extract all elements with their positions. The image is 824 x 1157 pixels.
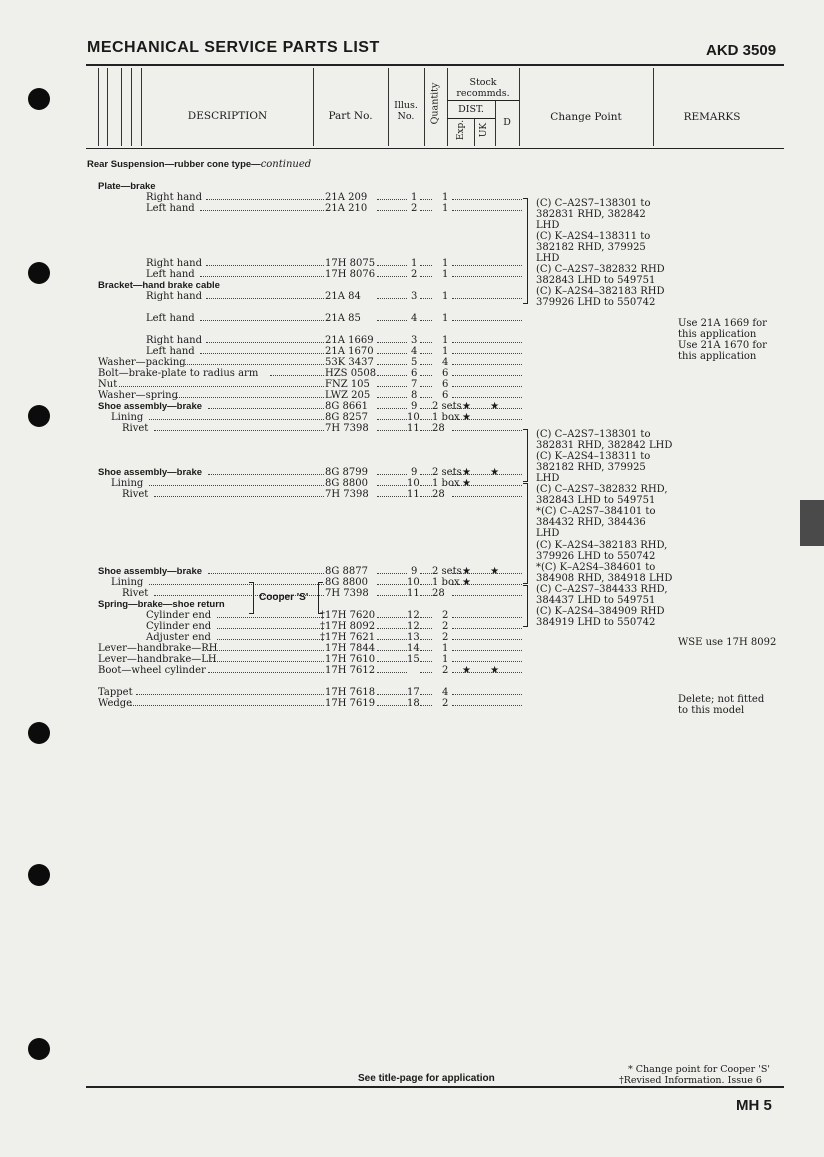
stock-stars: ★ ★ (462, 566, 508, 577)
part-number: †17H 7621 (320, 632, 376, 643)
footer-rule (86, 1086, 784, 1088)
table-row (0, 599, 784, 610)
illus-number: 12 (407, 610, 420, 621)
part-number: 7H 7398 (325, 423, 369, 434)
part-number: 8G 8799 (325, 467, 368, 478)
stock-stars: ★ ★ (462, 401, 508, 412)
quantity: 1 (442, 335, 449, 346)
footer-note-revised: †Revised Information. Issue 6 (619, 1075, 762, 1086)
table-row (0, 401, 784, 412)
change-point-bracket (523, 429, 528, 482)
quantity: 6 (442, 390, 449, 401)
change-point-text: 379926 LHD to 550742 (536, 297, 656, 308)
part-number: FNZ 105 (325, 379, 370, 390)
quantity: 1 box (432, 412, 460, 423)
change-point-text: (C) C–A2S7–382832 RHD (536, 264, 665, 275)
col-d: D (503, 117, 511, 128)
part-description: Right hand (146, 192, 203, 203)
part-description: Right hand (146, 291, 203, 302)
table-row (0, 687, 784, 698)
stock-stars: ★ (462, 412, 479, 423)
col-change-point: Change Point (550, 111, 622, 123)
change-point-text: (C) K–A2S4–382183 RHD (536, 286, 665, 297)
part-description: Lining (111, 577, 144, 588)
quantity: 1 (442, 313, 449, 324)
illus-number: 2 (411, 203, 418, 214)
punch-hole (28, 722, 50, 744)
table-row (0, 643, 784, 654)
col-part-no: Part No. (328, 110, 373, 122)
part-number: 21A 1669 (325, 335, 374, 346)
quantity: 2 (442, 632, 449, 643)
part-description: Shoe assembly—brake (98, 566, 203, 577)
part-description: Right hand (146, 335, 203, 346)
table-row (0, 269, 784, 280)
illus-number: 15 (407, 654, 420, 665)
part-number: LWZ 205 (325, 390, 371, 401)
quantity: 28 (432, 423, 445, 434)
part-number: 17H 8076 (325, 269, 376, 280)
quantity: 1 (442, 291, 449, 302)
quantity: 6 (442, 379, 449, 390)
illus-number: 1 (411, 258, 418, 269)
quantity: 2 sets (432, 401, 462, 412)
quantity: 2 (442, 698, 449, 709)
table-row (0, 412, 784, 423)
part-number: †17H 7620 (320, 610, 376, 621)
change-point-bracket (523, 483, 528, 584)
change-point-text: 384432 RHD, 384436 (536, 517, 646, 529)
quantity: 4 (442, 357, 449, 368)
illus-number: 13 (407, 632, 420, 643)
quantity: 28 (432, 489, 445, 500)
part-description: Cylinder end (146, 621, 212, 632)
table-row (0, 335, 784, 346)
quantity: 2 sets (432, 467, 462, 478)
illus-number: 1 (411, 192, 418, 203)
table-row (0, 423, 784, 434)
quantity: 1 box (432, 478, 460, 489)
part-number: HZS 0508 (325, 368, 377, 379)
cooper-label: Cooper 'S' (259, 592, 309, 603)
illus-number: 18 (407, 698, 420, 709)
illus-number: 4 (411, 313, 418, 324)
part-number: 7H 7398 (325, 489, 369, 500)
quantity: 1 (442, 654, 449, 665)
part-number: 17H 7612 (325, 665, 376, 676)
part-number: 21A 85 (325, 313, 361, 324)
table-row (0, 368, 784, 379)
part-description: Washer—spring (98, 390, 178, 401)
change-point-text: 382831 RHD, 382842 LHD (536, 440, 673, 452)
part-description: Adjuster end (146, 632, 211, 643)
change-point-text: (C) C–A2S7–382832 RHD, (536, 484, 668, 496)
illus-number: 11 (407, 588, 420, 599)
part-description: Shoe assembly—brake (98, 401, 203, 412)
illus-number: 2 (411, 269, 418, 280)
part-number: 8G 8877 (325, 566, 368, 577)
part-number: 17H 8075 (325, 258, 376, 269)
part-description: Wedge (98, 698, 133, 709)
change-point-text: LHD (536, 473, 560, 485)
table-row (0, 698, 784, 709)
part-description: Rivet (122, 423, 149, 434)
illus-number: 4 (411, 346, 418, 357)
remark-text: Delete; not fitted (678, 694, 765, 705)
part-number: 17H 7618 (325, 687, 376, 698)
part-number: 21A 1670 (325, 346, 374, 357)
part-number: 21A 209 (325, 192, 368, 203)
part-number: †17H 8092 (320, 621, 376, 632)
cooper-bracket (318, 582, 323, 614)
part-description: Boot—wheel cylinder (98, 665, 206, 676)
illus-number: 12 (407, 621, 420, 632)
page-title: MECHANICAL SERVICE PARTS LIST (87, 39, 380, 56)
footer-application-note: See title-page for application (358, 1073, 495, 1084)
header-rule (86, 64, 784, 66)
illus-number: 9 (411, 566, 418, 577)
quantity: 2 (442, 621, 449, 632)
part-number: 17H 7610 (325, 654, 376, 665)
change-point-text: LHD (536, 253, 560, 264)
part-number: 8G 8800 (325, 577, 368, 588)
stock-stars: ★ ★ (462, 467, 508, 478)
illus-number: 11 (407, 423, 420, 434)
change-point-text: 382182 RHD, 379925 (536, 242, 646, 253)
table-row (0, 181, 784, 192)
quantity: 1 (442, 192, 449, 203)
illus-number: 9 (411, 401, 418, 412)
illus-number: 17 (407, 687, 420, 698)
part-description: Bracket—hand brake cable (98, 280, 220, 291)
remark-text: Use 21A 1669 for (678, 318, 767, 329)
col-dist: DIST. (458, 104, 484, 115)
table-row (0, 313, 784, 324)
remark-text: WSE use 17H 8092 (678, 637, 777, 648)
punch-hole (28, 864, 50, 886)
part-number: 53K 3437 (325, 357, 374, 368)
illus-number: 11 (407, 489, 420, 500)
part-description: Plate—brake (98, 181, 156, 192)
change-point-text: (C) C–A2S7–138301 to (536, 198, 651, 209)
quantity: 1 box (432, 577, 460, 588)
table-row (0, 610, 784, 621)
part-description: Nut (98, 379, 118, 390)
change-point-text: *(C) C–A2S7–384101 to (536, 506, 656, 518)
part-description: Lining (111, 412, 144, 423)
part-number: 21A 210 (325, 203, 368, 214)
change-point-bracket (523, 198, 528, 304)
quantity: 1 (442, 346, 449, 357)
table-row (0, 632, 784, 643)
stock-stars: ★ (462, 478, 479, 489)
illus-number: 3 (411, 291, 418, 302)
table-row (0, 192, 784, 203)
change-point-text: 384908 RHD, 384918 LHD (536, 572, 673, 584)
part-number: 8G 8661 (325, 401, 368, 412)
part-number: 8G 8800 (325, 478, 368, 489)
remark-text: this application (678, 329, 757, 340)
quantity: 2 sets (432, 566, 462, 577)
quantity: 2 (442, 665, 449, 676)
stock-stars: ★ ★ (462, 665, 508, 676)
part-number: 17H 7619 (325, 698, 376, 709)
illus-number: 3 (411, 335, 418, 346)
stock-stars: ★ (462, 577, 479, 588)
table-row (0, 258, 784, 269)
change-point-text: 382843 LHD to 549751 (536, 275, 656, 286)
change-point-text: 382182 RHD, 379925 (536, 462, 646, 474)
illus-number: 10 (407, 478, 420, 489)
table-row (0, 203, 784, 214)
change-point-text: (C) K–A2S4–384909 RHD (536, 605, 665, 617)
part-description: Spring—brake—shoe return (98, 599, 225, 610)
part-description: Rivet (122, 588, 149, 599)
remark-text: this application (678, 351, 757, 362)
remark-text: to this model (678, 705, 745, 716)
part-description: Shoe assembly—brake (98, 467, 203, 478)
col-recommds: recommds. (456, 88, 510, 99)
part-description: Left hand (146, 203, 195, 214)
change-point-text: (C) K–A2S4–138311 to (536, 451, 651, 463)
quantity: 4 (442, 687, 449, 698)
part-number: 7H 7398 (325, 588, 369, 599)
quantity: 6 (442, 368, 449, 379)
table-row (0, 390, 784, 401)
table-row (0, 280, 784, 291)
change-point-text: (C) C–A2S7–384433 RHD, (536, 583, 668, 595)
part-description: Left hand (146, 313, 195, 324)
page-number: MH 5 (736, 1097, 772, 1114)
illus-number: 8 (411, 390, 418, 401)
change-point-bracket (523, 585, 528, 627)
change-point-text: LHD (536, 220, 560, 231)
change-point-text: 382831 RHD, 382842 (536, 209, 646, 220)
col-remarks: REMARKS (683, 111, 741, 123)
cooper-bracket (249, 582, 254, 614)
table-row (0, 467, 784, 478)
document-code: AKD 3509 (706, 42, 777, 59)
quantity: 1 (442, 643, 449, 654)
table-row (0, 346, 784, 357)
change-point-text: *(C) K–A2S4–384601 to (536, 561, 656, 573)
illus-number: 7 (411, 379, 418, 390)
remark-text: Use 21A 1670 for (678, 340, 767, 351)
part-number: 17H 7844 (325, 643, 376, 654)
section-continued: continued (260, 159, 312, 170)
part-number: 21A 84 (325, 291, 361, 302)
part-description: Lining (111, 478, 144, 489)
part-description: Left hand (146, 269, 195, 280)
punch-hole (28, 88, 50, 110)
table-row (0, 291, 784, 302)
table-row (0, 621, 784, 632)
part-description: Lever—handbrake—LH (98, 654, 217, 665)
quantity: 1 (442, 269, 449, 280)
change-point-text: 379926 LHD to 550742 (536, 550, 656, 562)
part-description: Bolt—brake-plate to radius arm (98, 368, 259, 379)
col-quantity: Quantity (429, 82, 441, 125)
col-description: DESCRIPTION (187, 110, 268, 122)
quantity: 28 (432, 588, 445, 599)
col-illus: Illus. (394, 100, 418, 111)
illus-number: 5 (411, 357, 418, 368)
table-row (0, 665, 784, 676)
illus-number: 6 (411, 368, 418, 379)
part-description: Washer—packing (98, 357, 186, 368)
change-point-text: LHD (536, 528, 560, 540)
col-exp: Exp. (456, 119, 466, 141)
change-point-text: (C) C–A2S7–138301 to (536, 429, 651, 440)
illus-number: 10 (407, 577, 420, 588)
part-description: Right hand (146, 258, 203, 269)
part-description: Left hand (146, 346, 195, 357)
illus-number: 10 (407, 412, 420, 423)
part-description: Rivet (122, 489, 149, 500)
illus-number: 14 (407, 643, 420, 654)
col-uk: UK (479, 122, 489, 138)
change-point-text: 384437 LHD to 549751 (536, 594, 656, 606)
footer-note-cooper: * Change point for Cooper 'S' (628, 1064, 770, 1075)
table-row (0, 379, 784, 390)
part-description: Tappet (98, 687, 133, 698)
table-row (0, 357, 784, 368)
change-point-text: (C) K–A2S4–138311 to (536, 231, 651, 242)
quantity: 1 (442, 203, 449, 214)
part-number: 8G 8257 (325, 412, 368, 423)
change-point-text: 384919 LHD to 550742 (536, 616, 656, 628)
change-point-text: (C) K–A2S4–382183 RHD, (536, 539, 668, 551)
part-description: Lever—handbrake—RH (98, 643, 218, 654)
table-row (0, 654, 784, 665)
punch-hole (28, 1038, 50, 1060)
quantity: 1 (442, 258, 449, 269)
illus-number: 9 (411, 467, 418, 478)
quantity: 2 (442, 610, 449, 621)
change-point-text: 382843 LHD to 549751 (536, 495, 656, 507)
col-stock: Stock (469, 77, 497, 88)
section-title: Rear Suspension—rubber cone type—continued (87, 159, 312, 170)
part-description: Cylinder end (146, 610, 212, 621)
col-illus-no: No. (397, 111, 415, 122)
section-tab (800, 500, 824, 546)
